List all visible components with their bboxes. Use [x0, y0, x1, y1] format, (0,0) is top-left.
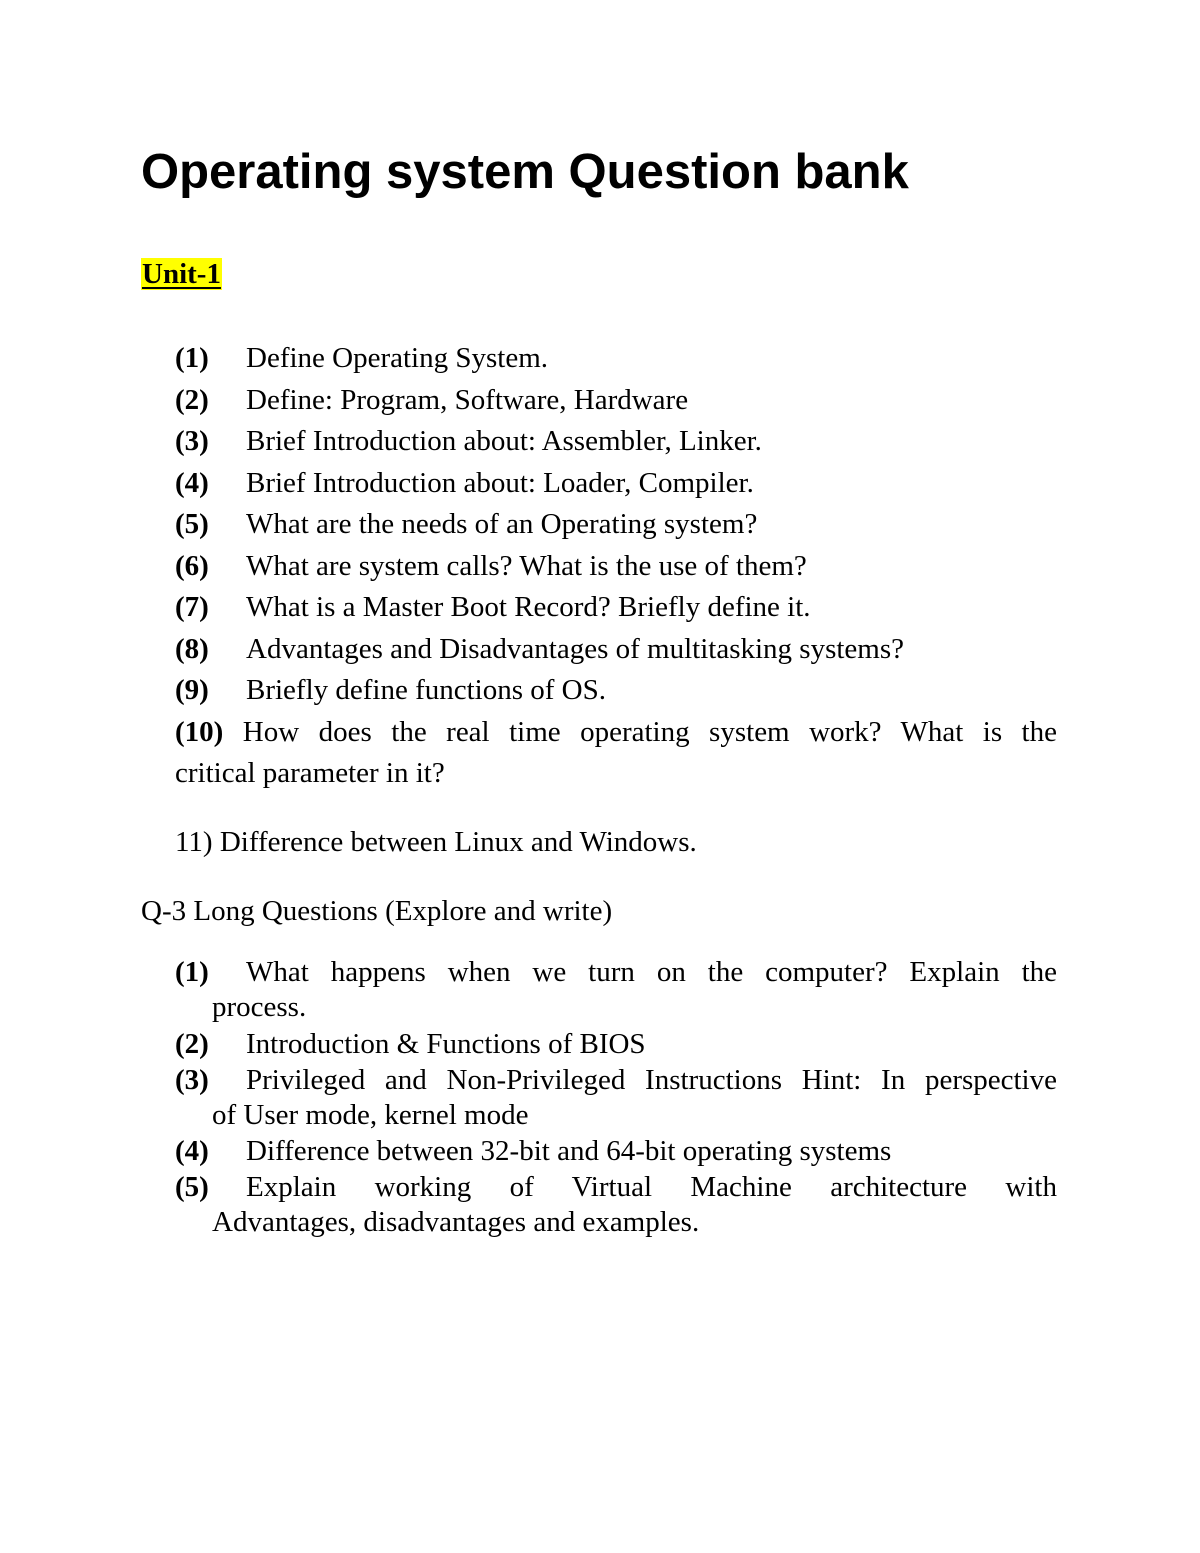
question-number: (5) — [175, 1171, 209, 1203]
question-10-line-2: critical parameter in it? — [175, 757, 445, 789]
question-text: What are the needs of an Operating system? — [246, 508, 758, 540]
question-text: Briefly define functions of OS. — [246, 674, 607, 706]
question-text: How does the real time operating system work? What is the — [242, 716, 1057, 748]
question-text-line-1: Introduction & Functions of BIOS — [246, 1028, 646, 1060]
question-text-line-1: What happens when we turn on the computer? Explain the — [246, 956, 1057, 988]
question-text: Brief Introduction about: Assembler, Linker. — [246, 425, 762, 457]
question-number: (5) — [175, 508, 209, 540]
long-question-item-3 — [175, 1063, 1057, 1133]
question-text: What are system calls? What is the use of them? — [246, 550, 807, 582]
question-number: (7) — [175, 591, 209, 623]
question-item-10 — [175, 711, 1057, 753]
long-question-item-2 — [175, 1027, 1057, 1062]
document-title: Operating system Question bank — [141, 145, 909, 199]
question-number: (4) — [175, 467, 209, 499]
question-text: What is a Master Boot Record? Briefly define it. — [246, 591, 811, 623]
unit-heading-label: Unit-1 — [142, 258, 221, 290]
question-text: Advantages and Disadvantages of multitasking systems? — [246, 633, 905, 665]
question-text-line-2: process. — [212, 991, 307, 1023]
question-number: (10) — [175, 716, 224, 748]
question-number: (2) — [175, 1028, 209, 1060]
question-number: (8) — [175, 633, 209, 665]
question-10-line-1 — [175, 711, 1057, 753]
long-questions-heading: Q-3 Long Questions (Explore and write) — [141, 895, 613, 927]
question-text-line-2: of User mode, kernel mode — [212, 1099, 529, 1131]
question-text: Define: Program, Software, Hardware — [246, 384, 689, 416]
question-item-11: 11) Difference between Linux and Windows. — [175, 826, 697, 858]
long-question-item-4 — [175, 1134, 1057, 1169]
question-number: (4) — [175, 1135, 209, 1167]
question-number: (1) — [175, 956, 209, 988]
question-number: (3) — [175, 1064, 209, 1096]
question-number: (3) — [175, 425, 209, 457]
question-number: (9) — [175, 674, 209, 706]
question-text-line-1: Difference between 32-bit and 64-bit operating systems — [246, 1135, 892, 1167]
long-question-item-1 — [175, 955, 1057, 1025]
question-text: Brief Introduction about: Loader, Compiler. — [246, 467, 754, 499]
question-number: (1) — [175, 342, 209, 374]
question-number: (2) — [175, 384, 209, 416]
long-question-item-5 — [175, 1170, 1057, 1240]
question-number: (6) — [175, 550, 209, 582]
question-text-line-2: Advantages, disadvantages and examples. — [212, 1206, 700, 1238]
question-text-line-1: Explain working of Virtual Machine architecture with — [246, 1171, 1057, 1203]
question-text-line-1: Privileged and Non-Privileged Instructions Hint: In perspective — [246, 1064, 1057, 1096]
unit-heading — [141, 254, 222, 294]
question-text: Define Operating System. — [246, 342, 549, 374]
